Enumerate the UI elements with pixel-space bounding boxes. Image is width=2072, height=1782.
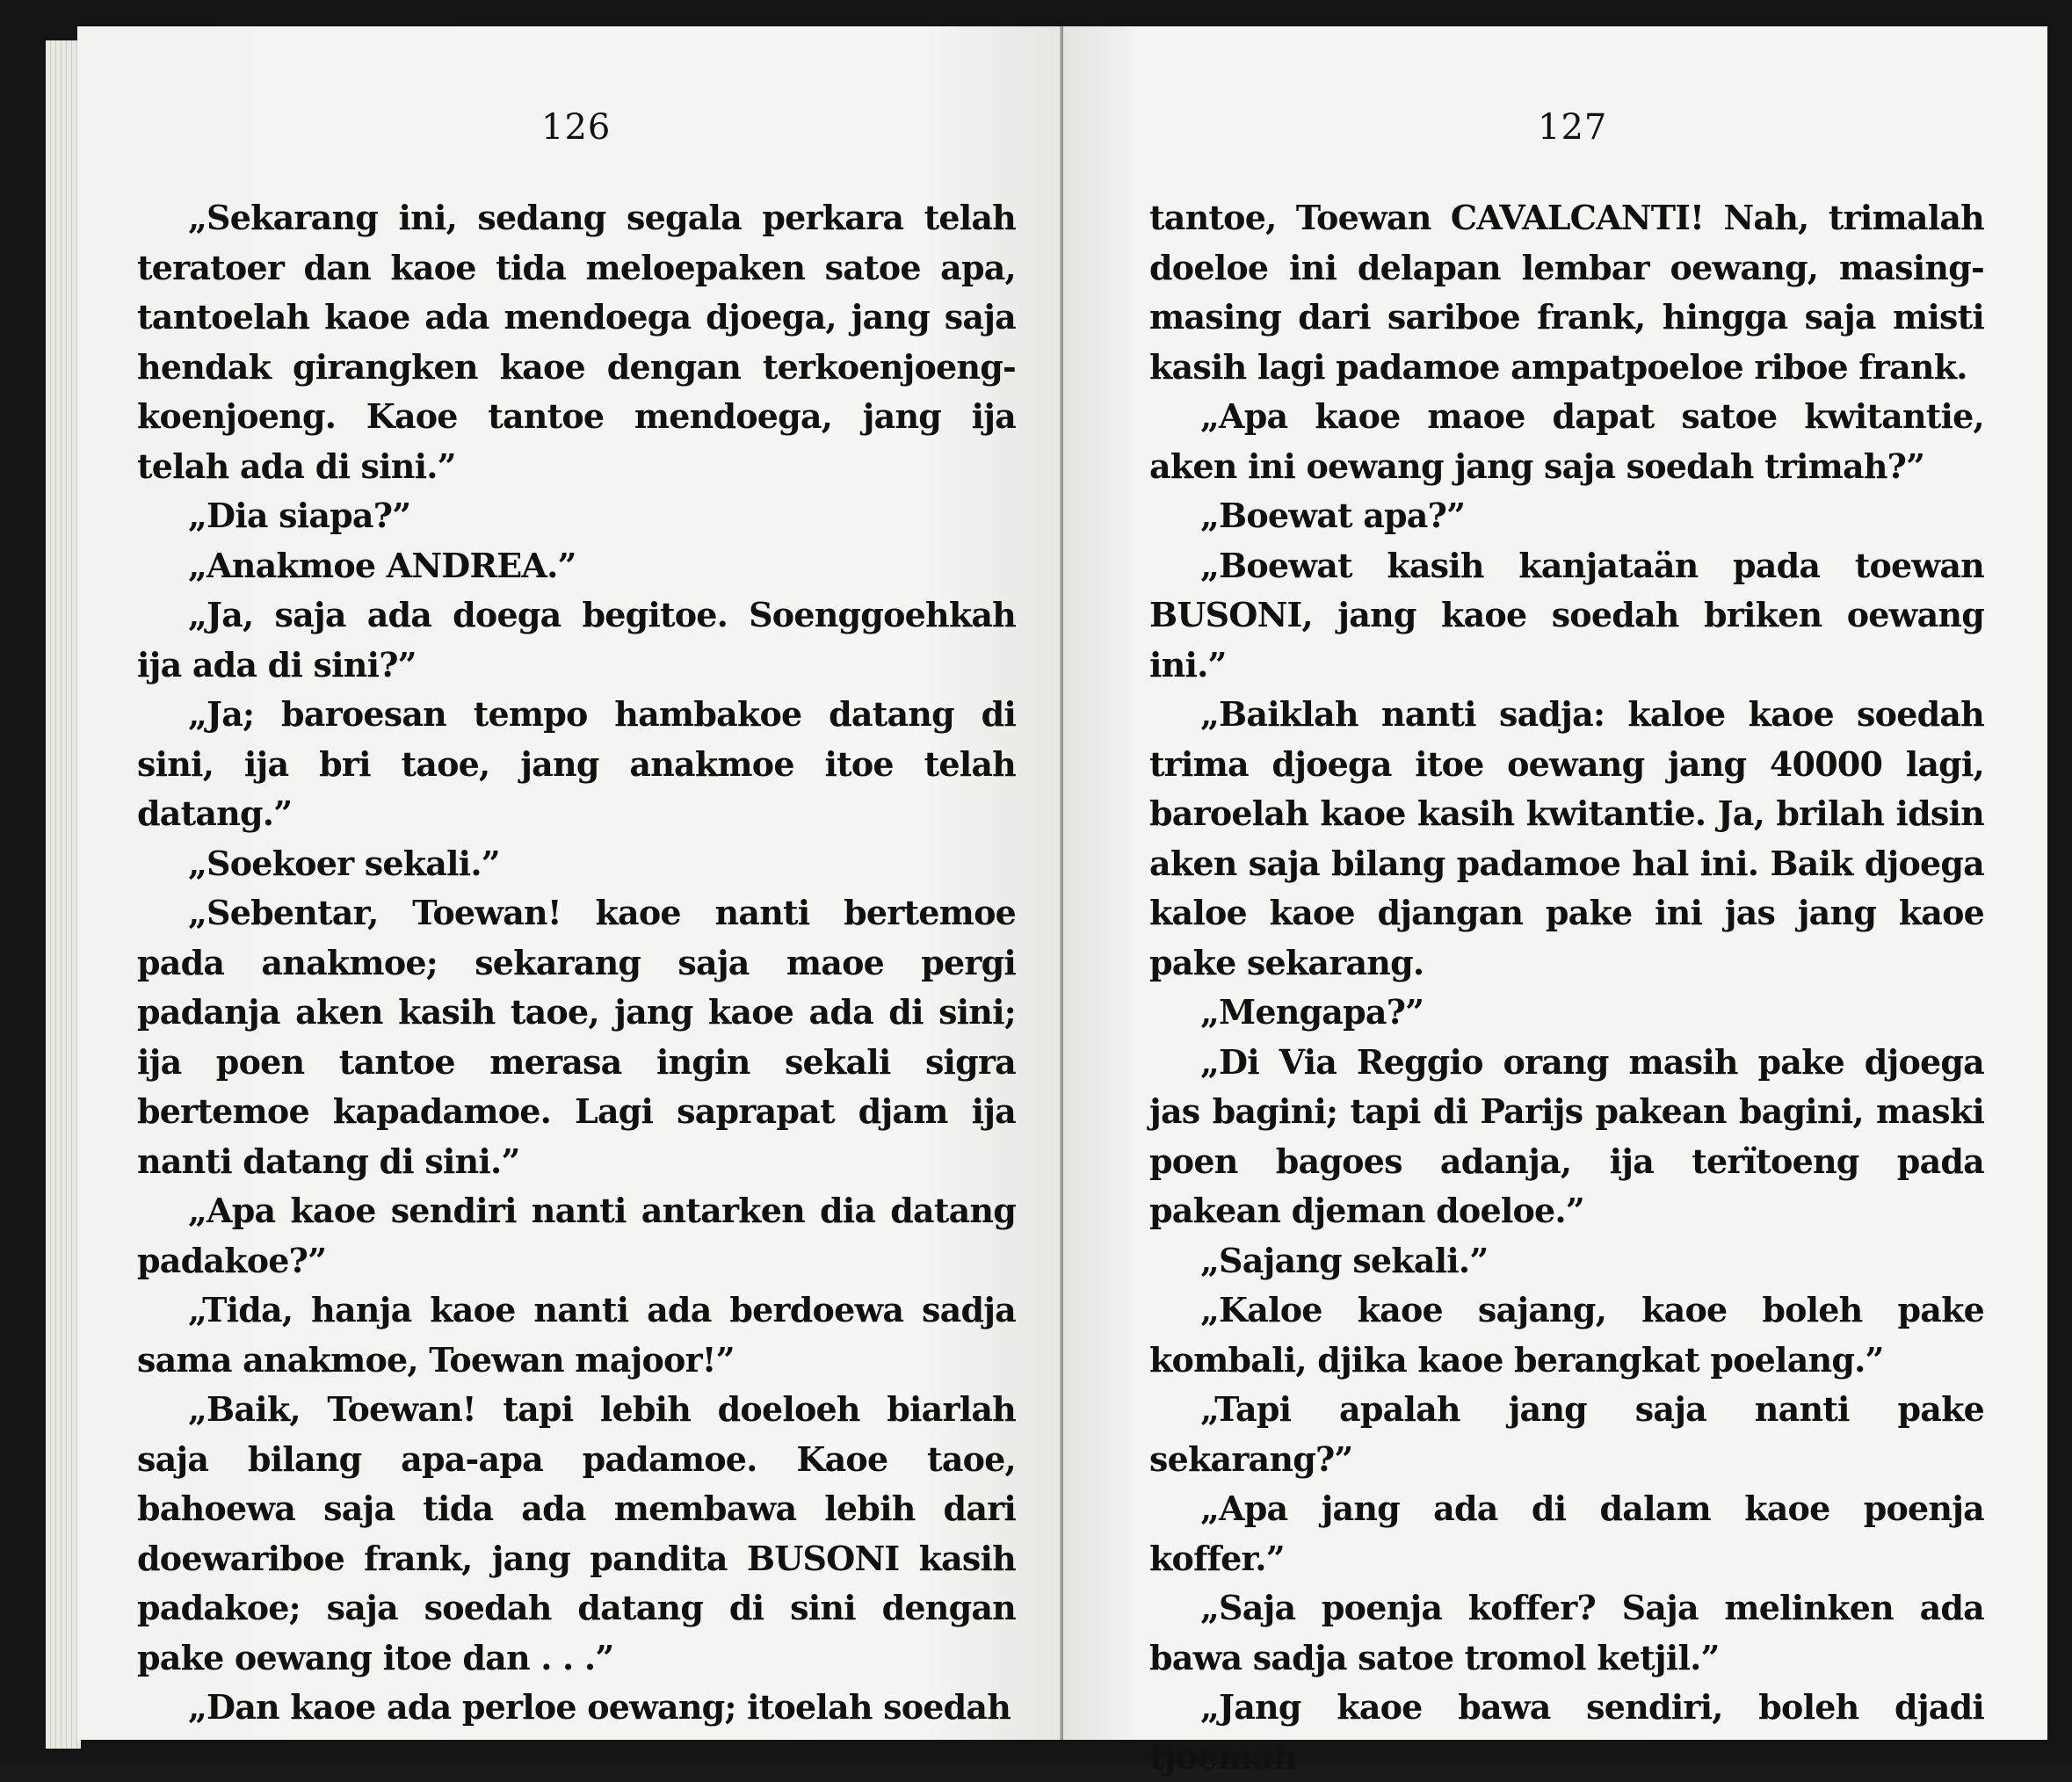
paragraph: „Ja; baroesan tempo hambakoe datang di sini, ija bri taoe, jang anakmoe itoe telah datang.” [137, 694, 1016, 833]
paragraph: „Baik, Toewan! tapi lebih doeloeh biarlah saja bilang apa-apa padamoe. Kaoe taoe, bahoewa saja tida ada membawa lebih dari doewariboe frank, jang pandita BUSONI kasih padakoe; saja soedah datang di sini dengan pake oewang itoe dan . . .” [137, 1389, 1016, 1677]
right-page [1063, 26, 2047, 1777]
paragraph: „Kaloe kaoe sajang, kaoe boleh pake kombali, djika kaoe berangkat poelang.” [1149, 1290, 1984, 1380]
paragraph: „Mengapa?” [1200, 992, 1424, 1032]
stacked-page-edges [46, 40, 81, 1749]
paragraph: „Anakmoe ANDREA.” [188, 545, 576, 585]
paragraph: „Boewat apa?” [1200, 496, 1466, 535]
paragraph: „Ja, saja ada doega begitoe. Soenggoehkah ija ada di sini?” [137, 595, 1016, 685]
paragraph: „Baiklah nanti sadja: kaloe kaoe soedah trima djoega itoe oewang jang 40000 lagi, baroelah kaoe kasih kwitantie. Ja, brilah idsin aken saja bilang padamoe hal ini. Baik djoega kaloe kaoe djangan pake ini jas jang kaoe pake sekarang. [1149, 694, 1984, 982]
paragraph: „Dan kaoe ada perloe oewang; itoelah soedah [188, 1687, 1011, 1727]
page-number-right: 127 [1538, 107, 1608, 148]
paragraph: tantoe, Toewan CAVALCANTI! Nah, trimalah doeloe ini delapan lembar oewang, masing-masing dari sariboe frank, hingga saja misti kasih lagi padamoe ampatpoeloe riboe frank. [1149, 198, 1984, 387]
paragraph: „Saja poenja koffer? Saja melinken ada bawa sadja satoe tromol ketjil.” [1149, 1588, 1984, 1677]
paragraph: „Dia siapa?” [188, 496, 411, 535]
paragraph: „Apa jang ada di dalam kaoe poenja koffer.” [1149, 1489, 1984, 1578]
page-number-left: 126 [541, 107, 612, 148]
right-page-text [1149, 193, 1984, 1782]
paragraph: „Apa kaoe maoe dapat satoe kwitantie, aken ini oewang jang saja soedah trimah?” [1149, 396, 1984, 486]
paragraph: „Sebentar, Toewan! kaoe nanti bertemoe pada anakmoe; sekarang saja maoe pergi padanja aken kasih taoe, jang kaoe ada di sini; ija poen tantoe merasa ingin sekali sigra bertemoe kapadamoe. Lagi saprapat djam ija nanti datang di sini.” [137, 893, 1016, 1181]
paragraph: „Tapi apalah jang saja nanti pake sekarang?” [1149, 1389, 1984, 1479]
paragraph: „Sajang sekali.” [1200, 1240, 1489, 1280]
paragraph: „Jang kaoe bawa sendiri, boleh djadi tjoemah [1149, 1687, 1984, 1777]
left-page [77, 26, 1063, 1740]
paragraph: „Soekoer sekali.” [188, 843, 500, 883]
paragraph: „Sekarang ini, sedang segala perkara telah teratoer dan kaoe tida meloepaken satoe apa, tantoelah kaoe ada mendoega djoega, jang saja hendak girangken kaoe dengan terkoenjoeng-koenjoeng. Kaoe tantoe mendoega, jang ija telah ada di sini.” [137, 198, 1016, 486]
paragraph: „Boewat kasih kanjataän pada toewan BUSONI, jang kaoe soedah briken oewang ini.” [1149, 545, 1984, 685]
paragraph: „Apa kaoe sendiri nanti antarken dia datang padakoe?” [137, 1191, 1016, 1280]
paragraph: „Di Via Reggio orang masih pake djoega jas bagini; tapi di Parijs pakean bagini, maski poen bagoes adanja, ija terïtoeng pada pakean djeman doeloe.” [1149, 1041, 1984, 1230]
paragraph: „Tida, hanja kaoe nanti ada berdoewa sadja sama anakmoe, Toewan majoor!” [137, 1290, 1016, 1380]
left-page-text [137, 193, 1016, 1733]
